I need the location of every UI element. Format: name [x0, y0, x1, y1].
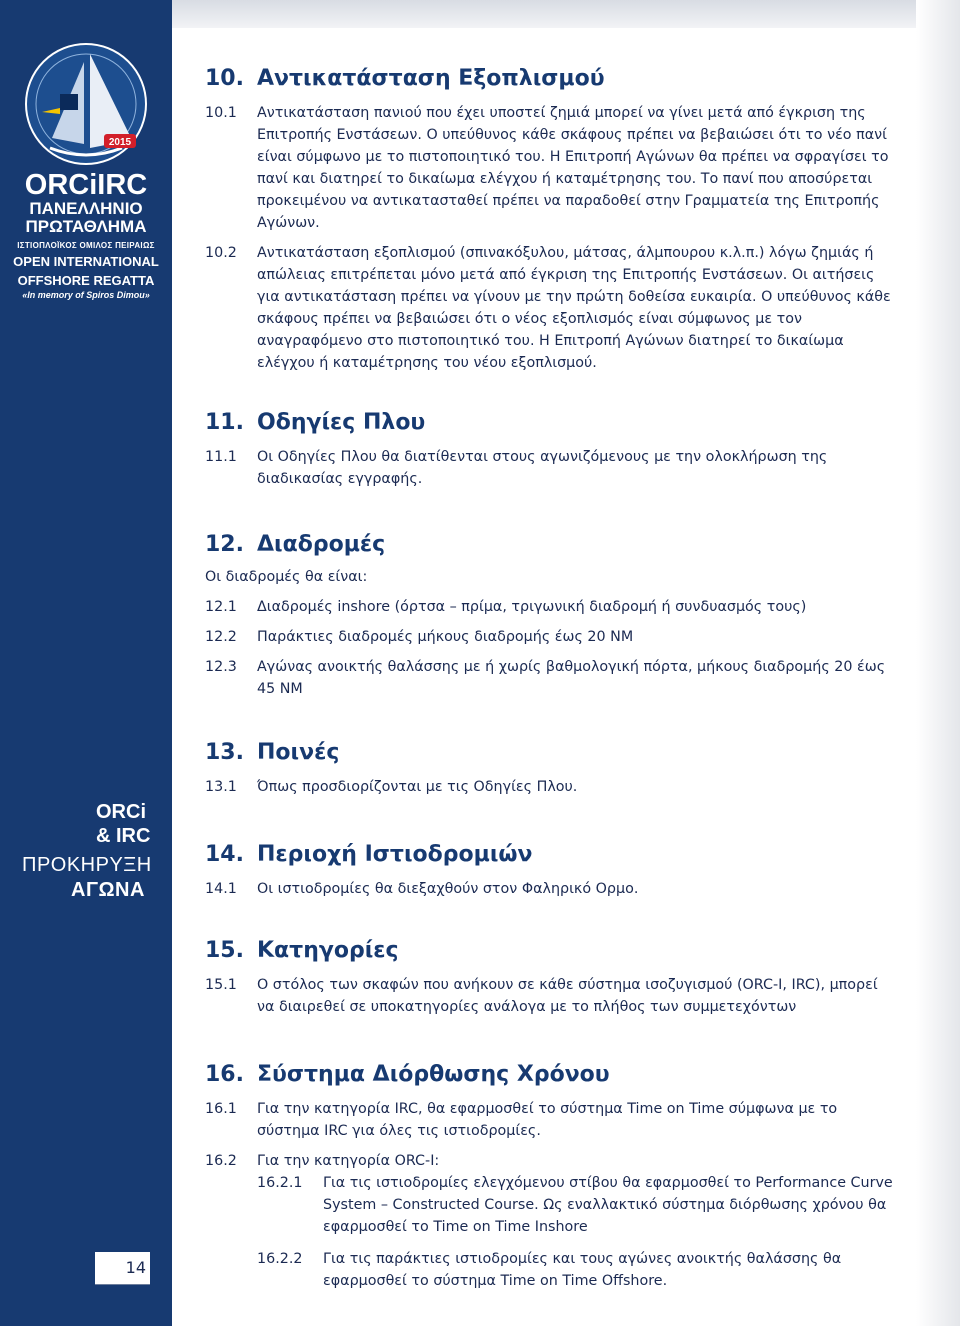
- section-16: [205, 1060, 895, 1292]
- list-item: 10.2 Αντικατάσταση εξοπλισμού (σπινακόξυλου, μάτσας, άλμπουρου κ.λ.π.) λόγω ζημιάς ή απώλειας επιτρέπεται μόνο μετά από έγκριση της Επιτροπής Ενστάσεων. Οι αιτήσεις για αντικατάσταση πρέπει να γίνουν με την πρώτη δοθείσα ευκαιρία. Ο υπεύθυνος κάθε σκάφους πρέπει να βεβαιώσει ότι ο νέος εξοπλισμός είναι σύμφωνος με τον αναγραφόμενο στο πιστοποιητικό του. Η Επιτροπή Αγώνων διατηρεί το δικαίωμα ελέγχου ή καταμέτρησης του νέου εξοπλισμού.: [205, 245, 891, 371]
- caption-line4: ΑΓΩΝΑ: [71, 879, 145, 901]
- list-item: 12.1 Διαδρομές inshore (όρτσα – πρίμα, τριγωνική διαδρομή ή συνδυασμός τους): [205, 599, 807, 615]
- logo-regatta-line1: OPEN INTERNATIONAL: [13, 254, 159, 269]
- section-heading: 12. Διαδρομές: [205, 532, 386, 557]
- sub-list-item: 16.2.2 Για τις παράκτιες ιστιοδρομίες και τους αγώνες ανοικτής θαλάσσης θα εφαρμοσθεί το σύστημα Time on Time Offshore.: [257, 1251, 842, 1289]
- list-item: 16.2 Για την κατηγορία ORC-I:: [205, 1153, 440, 1169]
- list-item: 14.1 Οι ιστιοδρομίες θα διεξαχθούν στον Φαληρικό Ορμο.: [205, 881, 639, 897]
- section-heading: 16. Σύστημα Διόρθωσης Χρόνου: [205, 1062, 610, 1087]
- section-heading: 11. Οδηγίες Πλου: [205, 410, 426, 435]
- list-item: 12.2 Παράκτιες διαδρομές μήκους διαδρομής έως 20 NM: [205, 629, 634, 645]
- logo-club: ΙΣΤΙΟΠΛΟΪΚΟΣ ΟΜΙΛΟΣ ΠΕΙΡΑΙΩΣ: [17, 241, 155, 250]
- sub-list-item: 16.2.1 Για τις ιστιοδρομίες ελεγχόμενου στίβου θα εφαρμοσθεί το Performance Curve System – Constructed Course. Ως εναλλακτικό σύστημα διόρθωσης χρόνου θα εφαρμοσθεί το Time on Time Inshore: [257, 1175, 893, 1235]
- sidebar: [0, 0, 172, 1326]
- list-item: 15.1 Ο στόλος των σκαφών που ανήκουν σε κάθε σύστημα ισοζυγισμού (ORC-I, IRC), μπορεί να διαιρεθεί σε υποκατηγορίες ανάλογα με το πλήθος των συμμετεχόντων: [205, 977, 878, 1015]
- section-14: [205, 840, 895, 900]
- section-heading: 15. Κατηγορίες: [205, 938, 399, 963]
- list-item: 13.1 Όπως προσδιορίζονται με τις Οδηγίες Πλου.: [205, 779, 578, 795]
- page-number: 14: [125, 1258, 146, 1277]
- event-logo: [10, 40, 162, 300]
- caption-line1: ORCi: [96, 801, 146, 823]
- section-11: [205, 408, 895, 490]
- section-12: [205, 530, 895, 700]
- sailboat-emblem-icon: [20, 40, 152, 168]
- list-item: 10.1 Αντικατάσταση πανιού που έχει υποστεί ζημιά μπορεί να γίνει μετά από έγκριση της Επιτροπής Ενστάσεων. Ο υπεύθυνος κάθε σκάφους πρέπει να βεβαιώσει ότι το νέο πανί είναι σύμφωνο με το πιστοποιητικό του. Η Επιτροπή Αγώνων θα πρέπει να σφραγίσει το πανί και διατηρεί το δικαίωμα ελέγχου ή καταμέτρησης του. Το πανί που αποσύρεται προκειμένου να αντικατασταθεί πρέπει να παραδοθεί στην Γραμματεία της Επιτροπής Αγώνων.: [205, 105, 889, 231]
- section-15: [205, 936, 895, 1018]
- top-shade-bar: [172, 0, 960, 28]
- caption-line3: ΠΡΟΚΗΡΥΞΗ: [22, 854, 152, 876]
- page-number-box: [95, 1252, 150, 1285]
- logo-memory: «In memory of Spiros Dimou»: [22, 290, 150, 300]
- list-item: 16.1 Για την κατηγορία IRC, θα εφαρμοσθεί το σύστημα Time on Time σύμφωνα με το σύστημα IRC για όλες τις ιστιοδρομίες.: [205, 1101, 838, 1139]
- caption-line2: & IRC: [96, 825, 151, 847]
- logo-brand: ORCiIRC: [24, 169, 148, 201]
- logo-champ-line1: ΠΑΝΕΛΛΗΝΙΟ: [29, 199, 143, 218]
- section-13: [205, 738, 895, 798]
- list-item: 12.3 Αγώνας ανοικτής θαλάσσης με ή χωρίς βαθμολογική πόρτα, μήκους διαδρομής 20 έως 45 NM: [205, 659, 886, 697]
- section-10: [205, 64, 895, 374]
- logo-champ-line2: ΠΡΩΤΑΘΛΗΜΑ: [25, 217, 147, 236]
- section-heading: 13. Ποινές: [205, 740, 340, 765]
- side-caption: [22, 800, 162, 902]
- list-item: 11.1 Οι Οδηγίες Πλου θα διατίθενται στους αγωνιζόμενους με την ολοκλήρωση της διαδικασίας εγγραφής.: [205, 449, 828, 487]
- section-heading: 14. Περιοχή Ιστιοδρομιών: [205, 842, 533, 867]
- svg-text:2015: 2015: [108, 137, 132, 148]
- section-intro: Οι διαδρομές θα είναι:: [205, 569, 368, 585]
- section-heading: 10. Αντικατάσταση Εξοπλισμού: [205, 66, 605, 91]
- right-edge-shade: [916, 0, 960, 1326]
- logo-regatta-line2: OFFSHORE REGATTA: [17, 273, 155, 288]
